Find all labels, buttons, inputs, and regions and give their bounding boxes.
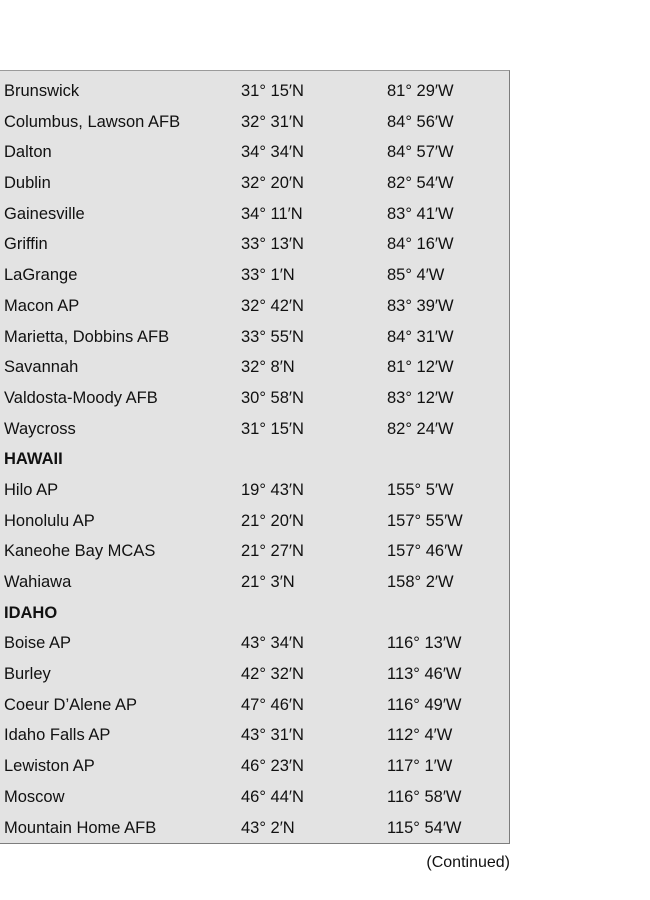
table-row (0, 229, 509, 260)
table-row (0, 782, 509, 813)
state-heading: HAWAII (4, 450, 63, 469)
table-body (0, 76, 509, 843)
longitude-value: 84° 16′W (387, 235, 454, 254)
table-row (0, 260, 509, 291)
location-name: Valdosta-Moody AFB (4, 388, 158, 407)
location-name: Gainesville (4, 204, 85, 223)
location-name: Hilo AP (4, 480, 59, 499)
table-row (0, 137, 509, 168)
latitude-value: 33° 1′N (241, 266, 295, 285)
table-row (0, 414, 509, 445)
latitude-value: 43° 34′N (241, 634, 304, 653)
state-heading-row (0, 598, 509, 629)
location-name: Dalton (4, 143, 52, 162)
table-row (0, 199, 509, 230)
state-heading: IDAHO (4, 603, 58, 622)
state-heading-row (0, 444, 509, 475)
longitude-value: 84° 57′W (387, 143, 454, 162)
table-row (0, 659, 509, 690)
latitude-value: 32° 42′N (241, 296, 304, 315)
longitude-value: 81° 29′W (387, 82, 454, 100)
latitude-value: 30° 58′N (241, 388, 304, 407)
table-row (0, 475, 509, 506)
location-name: Coeur D’Alene AP (4, 695, 137, 714)
latitude-value: 46° 44′N (241, 787, 304, 806)
table-row (0, 291, 509, 322)
location-name: Idaho Falls AP (4, 726, 111, 745)
longitude-value: 155° 5′W (387, 480, 454, 499)
latitude-value: 34° 11′N (241, 204, 303, 223)
longitude-value: 116° 13′W (387, 634, 462, 653)
longitude-value: 116° 49′W (387, 695, 462, 714)
longitude-value: 85° 4′W (387, 266, 445, 285)
table-row (0, 168, 509, 199)
latitude-value: 34° 34′N (241, 143, 304, 162)
location-name: Burley (4, 665, 51, 684)
location-name: Honolulu AP (4, 511, 95, 530)
latitude-value: 47° 46′N (241, 695, 304, 714)
table-row (0, 690, 509, 721)
location-name: Waycross (4, 419, 76, 438)
latitude-value: 46° 23′N (241, 757, 304, 776)
latitude-value: 32° 31′N (241, 112, 304, 131)
longitude-value: 83° 12′W (387, 388, 454, 407)
longitude-value: 157° 55′W (387, 511, 463, 530)
longitude-value: 81° 12′W (387, 358, 454, 377)
coordinates-table (0, 70, 510, 844)
location-name: Moscow (4, 787, 65, 806)
latitude-value: 21° 3′N (241, 573, 295, 591)
longitude-value: 112° 4′W (387, 726, 453, 745)
longitude-value: 83° 41′W (387, 204, 454, 223)
longitude-value: 117° 1′W (387, 757, 453, 776)
table-row (0, 383, 509, 414)
table-row (0, 322, 509, 353)
location-name: Savannah (4, 358, 79, 377)
location-name: Dublin (4, 174, 51, 193)
latitude-value: 33° 13′N (241, 235, 304, 254)
table-row (0, 813, 509, 844)
longitude-value: 113° 46′W (387, 665, 462, 684)
longitude-value: 157° 46′W (387, 542, 463, 561)
table-row (0, 567, 509, 598)
location-name: Marietta, Dobbins AFB (4, 327, 170, 346)
table-row (0, 720, 509, 751)
location-name: Brunswick (4, 82, 80, 100)
longitude-value: 84° 31′W (387, 327, 454, 346)
longitude-value: 116° 58′W (387, 787, 462, 806)
latitude-value: 31° 15′N (241, 419, 304, 438)
table-row (0, 352, 509, 383)
longitude-value: 82° 54′W (387, 174, 454, 193)
continued-note: (Continued) (426, 854, 510, 871)
latitude-value: 33° 55′N (241, 327, 304, 346)
longitude-value: 158° 2′W (387, 573, 454, 591)
table-row (0, 536, 509, 567)
location-name: Mountain Home AFB (4, 818, 157, 837)
longitude-value: 83° 39′W (387, 296, 454, 315)
table-row (0, 107, 509, 138)
latitude-value: 19° 43′N (241, 480, 304, 499)
latitude-value: 32° 8′N (241, 358, 295, 377)
latitude-value: 32° 20′N (241, 174, 304, 193)
location-name: Macon AP (4, 296, 80, 315)
location-name: Wahiawa (4, 573, 72, 591)
table-row (0, 751, 509, 782)
longitude-value: 82° 24′W (387, 419, 454, 438)
location-name: Columbus, Lawson AFB (4, 112, 181, 131)
table-row (0, 76, 509, 107)
latitude-value: 21° 27′N (241, 542, 304, 561)
location-name: Kaneohe Bay MCAS (4, 542, 156, 561)
location-name: Boise AP (4, 634, 71, 653)
latitude-value: 43° 2′N (241, 818, 295, 837)
location-name: Griffin (4, 235, 48, 254)
table-row (0, 628, 509, 659)
longitude-value: 84° 56′W (387, 112, 454, 131)
latitude-value: 21° 20′N (241, 511, 304, 530)
latitude-value: 43° 31′N (241, 726, 304, 745)
location-name: Lewiston AP (4, 757, 95, 776)
longitude-value: 115° 54′W (387, 818, 462, 837)
location-name: LaGrange (4, 266, 78, 285)
table-row (0, 506, 509, 537)
latitude-value: 31° 15′N (241, 82, 304, 100)
latitude-value: 42° 32′N (241, 665, 304, 684)
